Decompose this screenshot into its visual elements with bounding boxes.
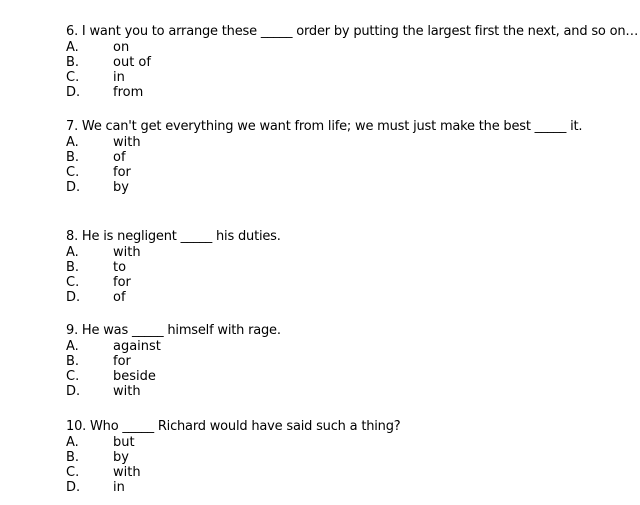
option-letter: C. bbox=[66, 70, 80, 85]
option-text: of bbox=[113, 290, 126, 305]
option-text: of bbox=[113, 150, 126, 165]
option-letter: D. bbox=[66, 480, 81, 495]
option-a bbox=[66, 339, 626, 354]
option-text: in bbox=[113, 70, 125, 85]
question-9 bbox=[66, 322, 626, 399]
option-letter: A. bbox=[66, 135, 79, 150]
option-c bbox=[66, 369, 626, 384]
question-text: 8. He is negligent _____ his duties. bbox=[66, 229, 281, 244]
option-letter: D. bbox=[66, 290, 81, 305]
option-a bbox=[66, 40, 626, 55]
option-text: by bbox=[113, 450, 129, 465]
option-text: against bbox=[113, 339, 161, 354]
option-c bbox=[66, 70, 626, 85]
option-a bbox=[66, 135, 626, 150]
option-d bbox=[66, 384, 626, 399]
question-text: 9. He was _____ himself with rage. bbox=[66, 323, 281, 338]
option-a bbox=[66, 435, 626, 450]
option-letter: A. bbox=[66, 245, 79, 260]
option-text: by bbox=[113, 180, 129, 195]
option-letter: A. bbox=[66, 435, 79, 450]
question-6 bbox=[66, 23, 639, 100]
option-a bbox=[66, 245, 626, 260]
option-letter: D. bbox=[66, 180, 81, 195]
option-b bbox=[66, 450, 626, 465]
option-d bbox=[66, 290, 626, 305]
option-text: with bbox=[113, 245, 141, 260]
option-letter: B. bbox=[66, 450, 80, 465]
option-text: on bbox=[113, 40, 130, 55]
option-letter: D. bbox=[66, 384, 81, 399]
option-text: beside bbox=[113, 369, 156, 384]
option-c bbox=[66, 275, 626, 290]
option-text: out of bbox=[113, 55, 151, 70]
option-letter: D. bbox=[66, 85, 81, 100]
question-text: 10. Who _____ Richard would have said such a thing? bbox=[66, 419, 401, 434]
option-text: for bbox=[113, 354, 131, 369]
option-letter: C. bbox=[66, 369, 80, 384]
option-letter: B. bbox=[66, 260, 80, 275]
option-text: in bbox=[113, 480, 125, 495]
option-letter: A. bbox=[66, 40, 79, 55]
option-text: from bbox=[113, 85, 144, 100]
option-letter: A. bbox=[66, 339, 79, 354]
option-text: for bbox=[113, 275, 131, 290]
option-text: with bbox=[113, 384, 141, 399]
option-d bbox=[66, 480, 626, 495]
option-letter: B. bbox=[66, 150, 80, 165]
option-letter: C. bbox=[66, 465, 80, 480]
question-10 bbox=[66, 418, 626, 495]
option-d bbox=[66, 85, 626, 100]
option-b bbox=[66, 150, 626, 165]
option-text: with bbox=[113, 465, 141, 480]
option-b bbox=[66, 55, 626, 70]
option-b bbox=[66, 260, 626, 275]
question-7 bbox=[66, 118, 626, 195]
question-text: 7. We can't get everything we want from life; we must just make the best _____ it. bbox=[66, 119, 583, 134]
question-text: 6. I want you to arrange these _____ order by putting the largest first the next, and so on… bbox=[66, 24, 639, 39]
option-text: to bbox=[113, 260, 127, 275]
option-text: for bbox=[113, 165, 131, 180]
option-c bbox=[66, 465, 626, 480]
question-8 bbox=[66, 228, 626, 305]
option-letter: B. bbox=[66, 354, 80, 369]
option-d bbox=[66, 180, 626, 195]
option-text: but bbox=[113, 435, 135, 450]
option-text: with bbox=[113, 135, 141, 150]
option-b bbox=[66, 354, 626, 369]
option-letter: C. bbox=[66, 165, 80, 180]
option-letter: C. bbox=[66, 275, 80, 290]
option-c bbox=[66, 165, 626, 180]
option-letter: B. bbox=[66, 55, 80, 70]
